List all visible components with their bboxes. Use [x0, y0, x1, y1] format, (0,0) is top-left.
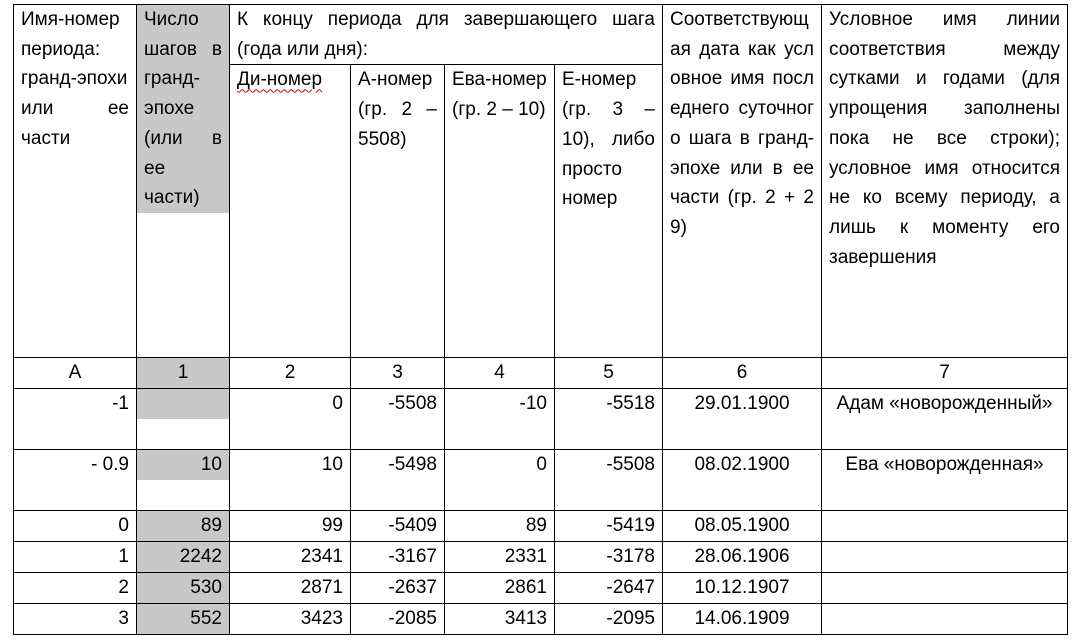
header-period-name-text: Имя-номер периода: гранд-эпохи или ее части — [21, 9, 129, 149]
header-di-number-text: Ди-номер — [237, 69, 323, 91]
di-cell: 0 — [230, 389, 351, 450]
eva-cell: 89 — [445, 511, 555, 542]
di-cell: 2871 — [230, 573, 351, 604]
header-di-number — [230, 65, 351, 358]
table-row — [14, 511, 1068, 542]
steps-cell: 530 — [137, 573, 230, 604]
name-cell — [822, 604, 1068, 635]
header-line-name — [822, 5, 1068, 358]
header-group-end-of-period — [230, 5, 663, 65]
a-cell: -3167 — [351, 542, 445, 573]
header-row-1 — [14, 5, 1068, 65]
period-cell: 3 — [14, 604, 137, 635]
period-cell: -1 — [14, 389, 137, 450]
period-cell: 1 — [14, 542, 137, 573]
steps-cell — [137, 389, 230, 450]
e-cell: -5518 — [555, 389, 663, 450]
a-cell: -5498 — [351, 450, 445, 511]
column-number: 3 — [351, 358, 445, 389]
period-cell: - 0.9 — [14, 450, 137, 511]
header-date-text: Соответствующая дата как условное имя последнего суточного шага в гранд-эпохе или в ее части (гр. 2 + 29) — [670, 9, 814, 238]
a-cell: -5508 — [351, 389, 445, 450]
header-step-count-text: Число шагов в гранд-эпохе (или в ее части) — [137, 5, 229, 213]
date-cell: 08.02.1900 — [663, 450, 822, 511]
header-e-number — [555, 65, 663, 358]
date-cell: 28.06.1906 — [663, 542, 822, 573]
e-cell: -3178 — [555, 542, 663, 573]
name-cell: Ева «новорожденная» — [822, 450, 1068, 511]
eva-cell: -10 — [445, 389, 555, 450]
header-a-number-text: А-номер (гр. 2 – 5508) — [358, 69, 437, 150]
eva-cell: 2331 — [445, 542, 555, 573]
table-row — [14, 389, 1068, 450]
period-cell: 2 — [14, 573, 137, 604]
e-cell: -2647 — [555, 573, 663, 604]
table-row — [14, 450, 1068, 511]
column-number: А — [14, 358, 137, 389]
header-eva-number-text: Ева-номер (гр. 2 – 10) — [452, 69, 547, 121]
table-row — [14, 573, 1068, 604]
steps-value — [137, 389, 229, 419]
date-cell: 08.05.1900 — [663, 511, 822, 542]
e-cell: -5419 — [555, 511, 663, 542]
di-cell: 99 — [230, 511, 351, 542]
di-cell: 3423 — [230, 604, 351, 635]
date-cell: 10.12.1907 — [663, 573, 822, 604]
header-eva-number — [445, 65, 555, 358]
table-row — [14, 542, 1068, 573]
header-group-text: К концу периода для завершающего шага (года или дня): — [237, 9, 655, 60]
date-cell: 29.01.1900 — [663, 389, 822, 450]
header-e-number-text: Е-номер (гр. 3 – 10), либо просто номер — [562, 69, 655, 210]
header-date — [663, 5, 822, 358]
column-number: 6 — [663, 358, 822, 389]
table-row — [14, 604, 1068, 635]
header-period-name — [14, 5, 137, 358]
header-line-name-text: Условное имя линии соответствия между сутками и годами (для упрощения заполнены пока не все строки); условное имя относится не ко всему периоду, а лишь к моменту его завершения — [829, 9, 1060, 268]
name-cell: Адам «новорожденный» — [822, 389, 1068, 450]
a-cell: -2085 — [351, 604, 445, 635]
di-cell: 10 — [230, 450, 351, 511]
column-number: 7 — [822, 358, 1068, 389]
header-step-count — [137, 5, 230, 358]
column-number: 2 — [230, 358, 351, 389]
e-cell: -2095 — [555, 604, 663, 635]
period-cell: 0 — [14, 511, 137, 542]
eva-cell: 0 — [445, 450, 555, 511]
steps-cell — [137, 450, 230, 511]
steps-value: 10 — [137, 450, 229, 480]
a-cell: -5409 — [351, 511, 445, 542]
header-a-number — [351, 65, 445, 358]
column-number-row — [14, 358, 1068, 389]
column-number: 5 — [555, 358, 663, 389]
steps-cell: 552 — [137, 604, 230, 635]
name-cell — [822, 511, 1068, 542]
a-cell: -2637 — [351, 573, 445, 604]
steps-cell: 2242 — [137, 542, 230, 573]
eva-cell: 3413 — [445, 604, 555, 635]
column-number: 4 — [445, 358, 555, 389]
name-cell — [822, 573, 1068, 604]
e-cell: -5508 — [555, 450, 663, 511]
date-cell: 14.06.1909 — [663, 604, 822, 635]
data-table — [13, 4, 1068, 635]
eva-cell: 2861 — [445, 573, 555, 604]
column-number: 1 — [137, 358, 230, 389]
steps-cell: 89 — [137, 511, 230, 542]
name-cell — [822, 542, 1068, 573]
di-cell: 2341 — [230, 542, 351, 573]
